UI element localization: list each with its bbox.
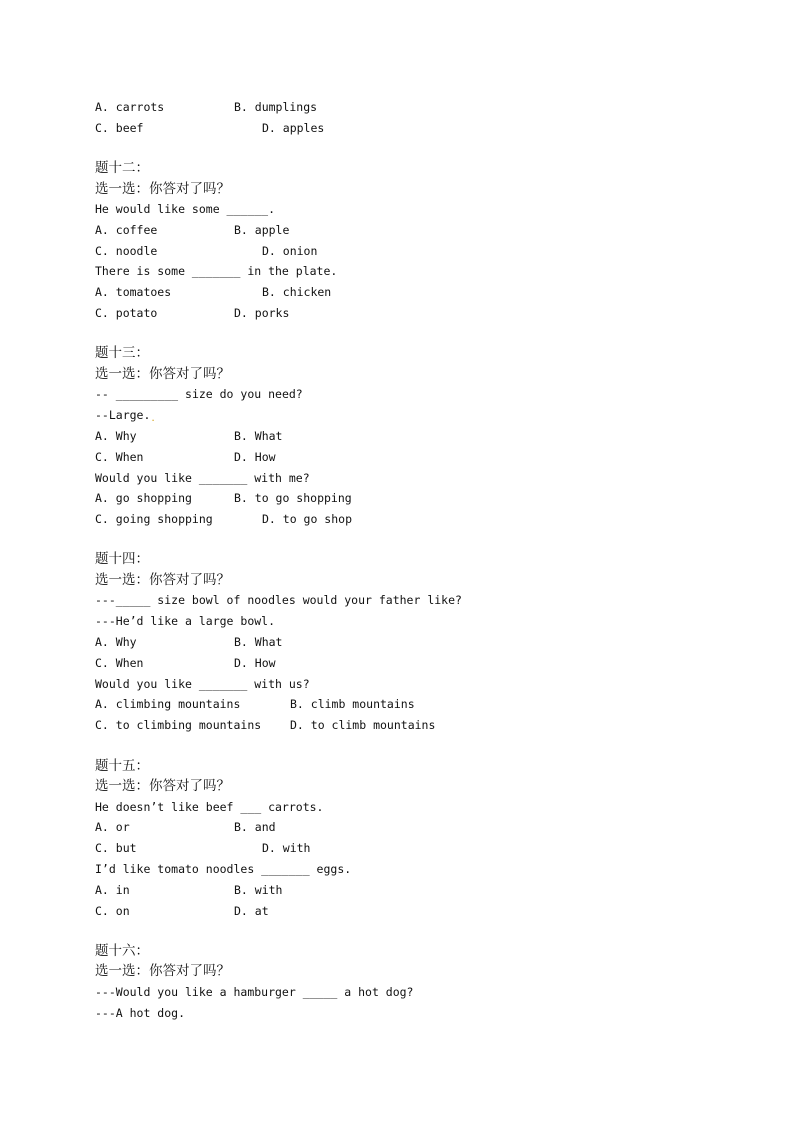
option-d: D. How xyxy=(234,655,276,670)
option-d: D. to go shop xyxy=(262,512,353,527)
option-d: D. to climb mountains xyxy=(290,718,436,733)
option-c: C. on xyxy=(95,903,130,918)
options-row xyxy=(95,426,735,447)
question-sentence: Would you like _______ with me? xyxy=(95,470,310,485)
option-c: C. beef xyxy=(95,120,144,135)
options-row xyxy=(95,282,735,303)
question-title: 题十六： xyxy=(95,942,149,959)
edit-mark-icon: . xyxy=(150,414,156,425)
option-b: B. with xyxy=(234,882,283,897)
question-title: 题十四： xyxy=(95,551,149,568)
option-d: D. porks xyxy=(234,306,290,321)
dialog-dash: -- xyxy=(95,387,109,402)
options-row xyxy=(95,694,735,715)
option-b: B. What xyxy=(234,635,283,650)
question-title: 题十三： xyxy=(95,345,149,362)
option-a: A. in xyxy=(95,882,130,897)
options-row xyxy=(95,447,735,468)
option-b: B. climb mountains xyxy=(290,697,415,712)
option-b: B. dumplings xyxy=(234,100,318,114)
answer-line xyxy=(95,405,735,426)
question-instruction: 选一选：你答对了吗？ xyxy=(95,180,230,197)
question-instruction: 选一选：你答对了吗？ xyxy=(95,571,230,588)
option-a: A. Why xyxy=(95,635,137,650)
option-d: D. onion xyxy=(262,243,318,258)
options-row xyxy=(95,880,735,901)
question-title: 题十二： xyxy=(95,160,149,177)
answer-line: ---He’d like a large bowl. xyxy=(95,614,276,629)
options-row xyxy=(95,817,735,838)
option-d: D. with xyxy=(262,841,311,856)
options-row xyxy=(95,632,735,653)
options-row xyxy=(95,838,735,859)
options-row xyxy=(95,715,735,736)
option-c: C. potato xyxy=(95,306,158,321)
option-b: B. What xyxy=(234,428,283,443)
option-b: B. chicken xyxy=(262,285,332,300)
options-row xyxy=(95,97,735,118)
option-a: A. carrots xyxy=(95,100,165,114)
answer-text: --Large. xyxy=(95,408,151,423)
document-page xyxy=(95,97,735,1023)
answer-line: ---A hot dog. xyxy=(95,1005,186,1020)
question-sentence: There is some _______ in the plate. xyxy=(95,264,338,279)
sentence-text: _________ size do you need? xyxy=(108,387,303,402)
option-d: D. apples xyxy=(262,120,325,135)
option-d: D. at xyxy=(234,903,269,918)
option-c: C. When xyxy=(95,655,144,670)
option-a: A. tomatoes xyxy=(95,285,172,300)
option-b: B. and xyxy=(234,820,276,835)
question-sentence: He doesn’t like beef ___ carrots. xyxy=(95,799,324,814)
option-a: A. coffee xyxy=(95,222,158,237)
options-row xyxy=(95,901,735,922)
options-row xyxy=(95,509,735,530)
question-title: 题十五： xyxy=(95,757,149,774)
options-row xyxy=(95,118,735,139)
option-b: B. to go shopping xyxy=(234,491,352,506)
option-a: A. climbing mountains xyxy=(95,697,241,712)
options-row xyxy=(95,488,735,509)
question-sentence: ---Would you like a hamburger _____ a hot dog? xyxy=(95,984,414,999)
option-a: A. go shopping xyxy=(95,491,192,506)
option-c: C. going shopping xyxy=(95,512,213,527)
option-c: C. but xyxy=(95,841,137,856)
question-instruction: 选一选：你答对了吗？ xyxy=(95,365,230,382)
question-sentence: He would like some ______. xyxy=(95,202,276,217)
option-d: D. How xyxy=(234,449,276,464)
option-c: C. When xyxy=(95,449,144,464)
option-c: C. noodle xyxy=(95,243,158,258)
question-sentence: ---_____ size bowl of noodles would your father like? xyxy=(95,593,462,608)
options-row xyxy=(95,220,735,241)
options-row xyxy=(95,303,735,324)
option-a: A. or xyxy=(95,820,130,835)
option-c: C. to climbing mountains xyxy=(95,718,262,733)
option-b: B. apple xyxy=(234,222,290,237)
question-instruction: 选一选：你答对了吗？ xyxy=(95,963,230,980)
question-sentence: I’d like tomato noodles _______ eggs. xyxy=(95,861,352,876)
options-row xyxy=(95,241,735,262)
question-instruction: 选一选：你答对了吗？ xyxy=(95,778,230,795)
question-sentence: Would you like _______ with us? xyxy=(95,676,310,691)
question-sentence xyxy=(95,384,735,405)
options-row xyxy=(95,653,735,674)
option-a: A. Why xyxy=(95,428,137,443)
